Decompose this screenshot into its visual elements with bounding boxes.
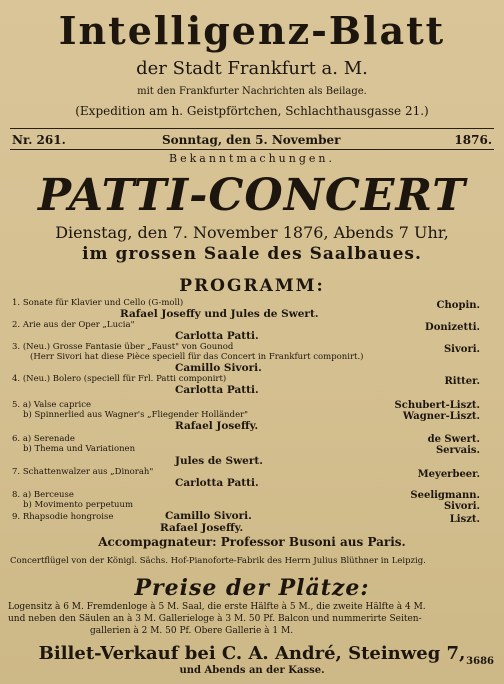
- masthead-expedition: (Expedition am h. Geistpförtchen, Schlachthausgasse 21.): [75, 104, 429, 118]
- box-office-note: und Abends an der Kasse.: [179, 665, 325, 676]
- programme-performer: Carlotta Patti.: [175, 384, 259, 396]
- programme-work: 7. Schattenwalzer aus „Dinorah": [12, 467, 154, 477]
- programme-composer: Donizetti.: [425, 322, 480, 333]
- programme-performer: Carlotta Patti.: [175, 477, 259, 489]
- masthead-city: der Stadt Frankfurt a. M.: [136, 58, 368, 79]
- programme-composer: Liszt.: [449, 514, 480, 525]
- piano-note: Concertflügel von der Königl. Sächs. Hof-Pianoforte-Fabrik des Herrn Julius Blüthner in Leipzig.: [10, 556, 426, 566]
- masthead-title: Intelligenz-Blatt: [58, 8, 446, 53]
- programme-composer: Schubert-Liszt.: [394, 400, 480, 411]
- programme-composer: Meyerbeer.: [417, 469, 480, 480]
- masthead-supplement: mit den Frankfurter Nachrichten als Beilage.: [137, 86, 367, 97]
- programme-work: 9. Rhapsodie hongroise: [12, 512, 114, 522]
- prices-line: Logensitz à 6 M. Fremdenloge à 5 M. Saal, die erste Hälfte à 5 M., die zweite Hälfte à 4 M.: [8, 602, 426, 612]
- programme-performer: Camillo Sivori.: [175, 362, 262, 374]
- programme-work-b: b) Thema und Variationen: [23, 444, 136, 454]
- programme-work: 6. a) Serenade: [12, 434, 75, 444]
- rule-top: [10, 128, 494, 129]
- programme-performer: Jules de Swert.: [175, 455, 263, 467]
- programme-work: 8. a) Berceuse: [12, 490, 74, 500]
- programme-work-b: b) Spinnerlied aus Wagner's „Fliegender Holländer": [23, 410, 249, 420]
- programme-work: 2. Arie aus der Oper „Lucia": [12, 320, 135, 330]
- programme-composer: de Swert.: [427, 434, 480, 445]
- section-heading: Bekanntmachungen.: [169, 152, 335, 165]
- programme-composer: Chopin.: [436, 300, 480, 311]
- prices-title: Preise der Plätze:: [134, 575, 370, 601]
- programme-composer: Ritter.: [444, 376, 480, 387]
- programme-title: PROGRAMM:: [179, 276, 325, 296]
- venue: im grossen Saale des Saalbaues.: [82, 244, 422, 264]
- programme-performer: Carlotta Patti.: [175, 330, 259, 342]
- programme-performer: Camillo Sivori.: [165, 510, 252, 522]
- programme-composer-b: Sivori.: [443, 501, 480, 512]
- programme-work: 5. a) Valse caprice: [12, 400, 91, 410]
- date-line: Dienstag, den 7. November 1876, Abends 7 Uhr,: [55, 223, 449, 242]
- prices-line: gallerien à 2 M. 50 Pf. Obere Gallerie à 1 M.: [90, 626, 294, 636]
- programme-composer-b: Wagner-Liszt.: [402, 411, 480, 422]
- rule-bottom: [10, 149, 494, 150]
- programme-work-b: b) Movimento perpetuum: [23, 500, 134, 510]
- issue-day: Sonntag, den 5. November: [162, 133, 341, 147]
- programme-composer: Sivori.: [443, 344, 480, 355]
- ticket-sales: Billet-Verkauf bei C. A. André, Steinweg 7,: [38, 643, 466, 664]
- programme-work: 4. (Neu.) Bolero (speciell für Frl. Patti componirt): [12, 374, 227, 384]
- issue-number: Nr. 261.: [12, 133, 66, 147]
- programme-performer: Rafael Joseffy.: [160, 522, 244, 534]
- programme-note: (Herr Sivori hat diese Pièce speciell für das Concert in Frankfurt componirt.): [30, 352, 364, 362]
- programme-performer: Rafael Joseffy.: [175, 420, 259, 432]
- programme-performer: Rafael Joseffy und Jules de Swert.: [120, 308, 319, 320]
- issue-year: 1876.: [454, 133, 492, 147]
- programme-composer: Seeligmann.: [410, 490, 480, 501]
- archive-stamp: 3686: [466, 656, 494, 667]
- programme-work: 3. (Neu.) Grosse Fantasie über „Faust" von Gounod: [12, 342, 234, 352]
- programme-work: 1. Sonate für Klavier und Cello (G-moll): [12, 298, 184, 308]
- headline: PATTI-CONCERT: [37, 170, 467, 221]
- prices-line: und neben den Säulen an à 3 M. Gallerieloge à 3 M. 50 Pf. Balcon und nummerirte Seiten-: [8, 614, 422, 624]
- accompanist: Accompagnateur: Professor Busoni aus Paris.: [98, 535, 406, 549]
- programme-composer-b: Servais.: [435, 445, 480, 456]
